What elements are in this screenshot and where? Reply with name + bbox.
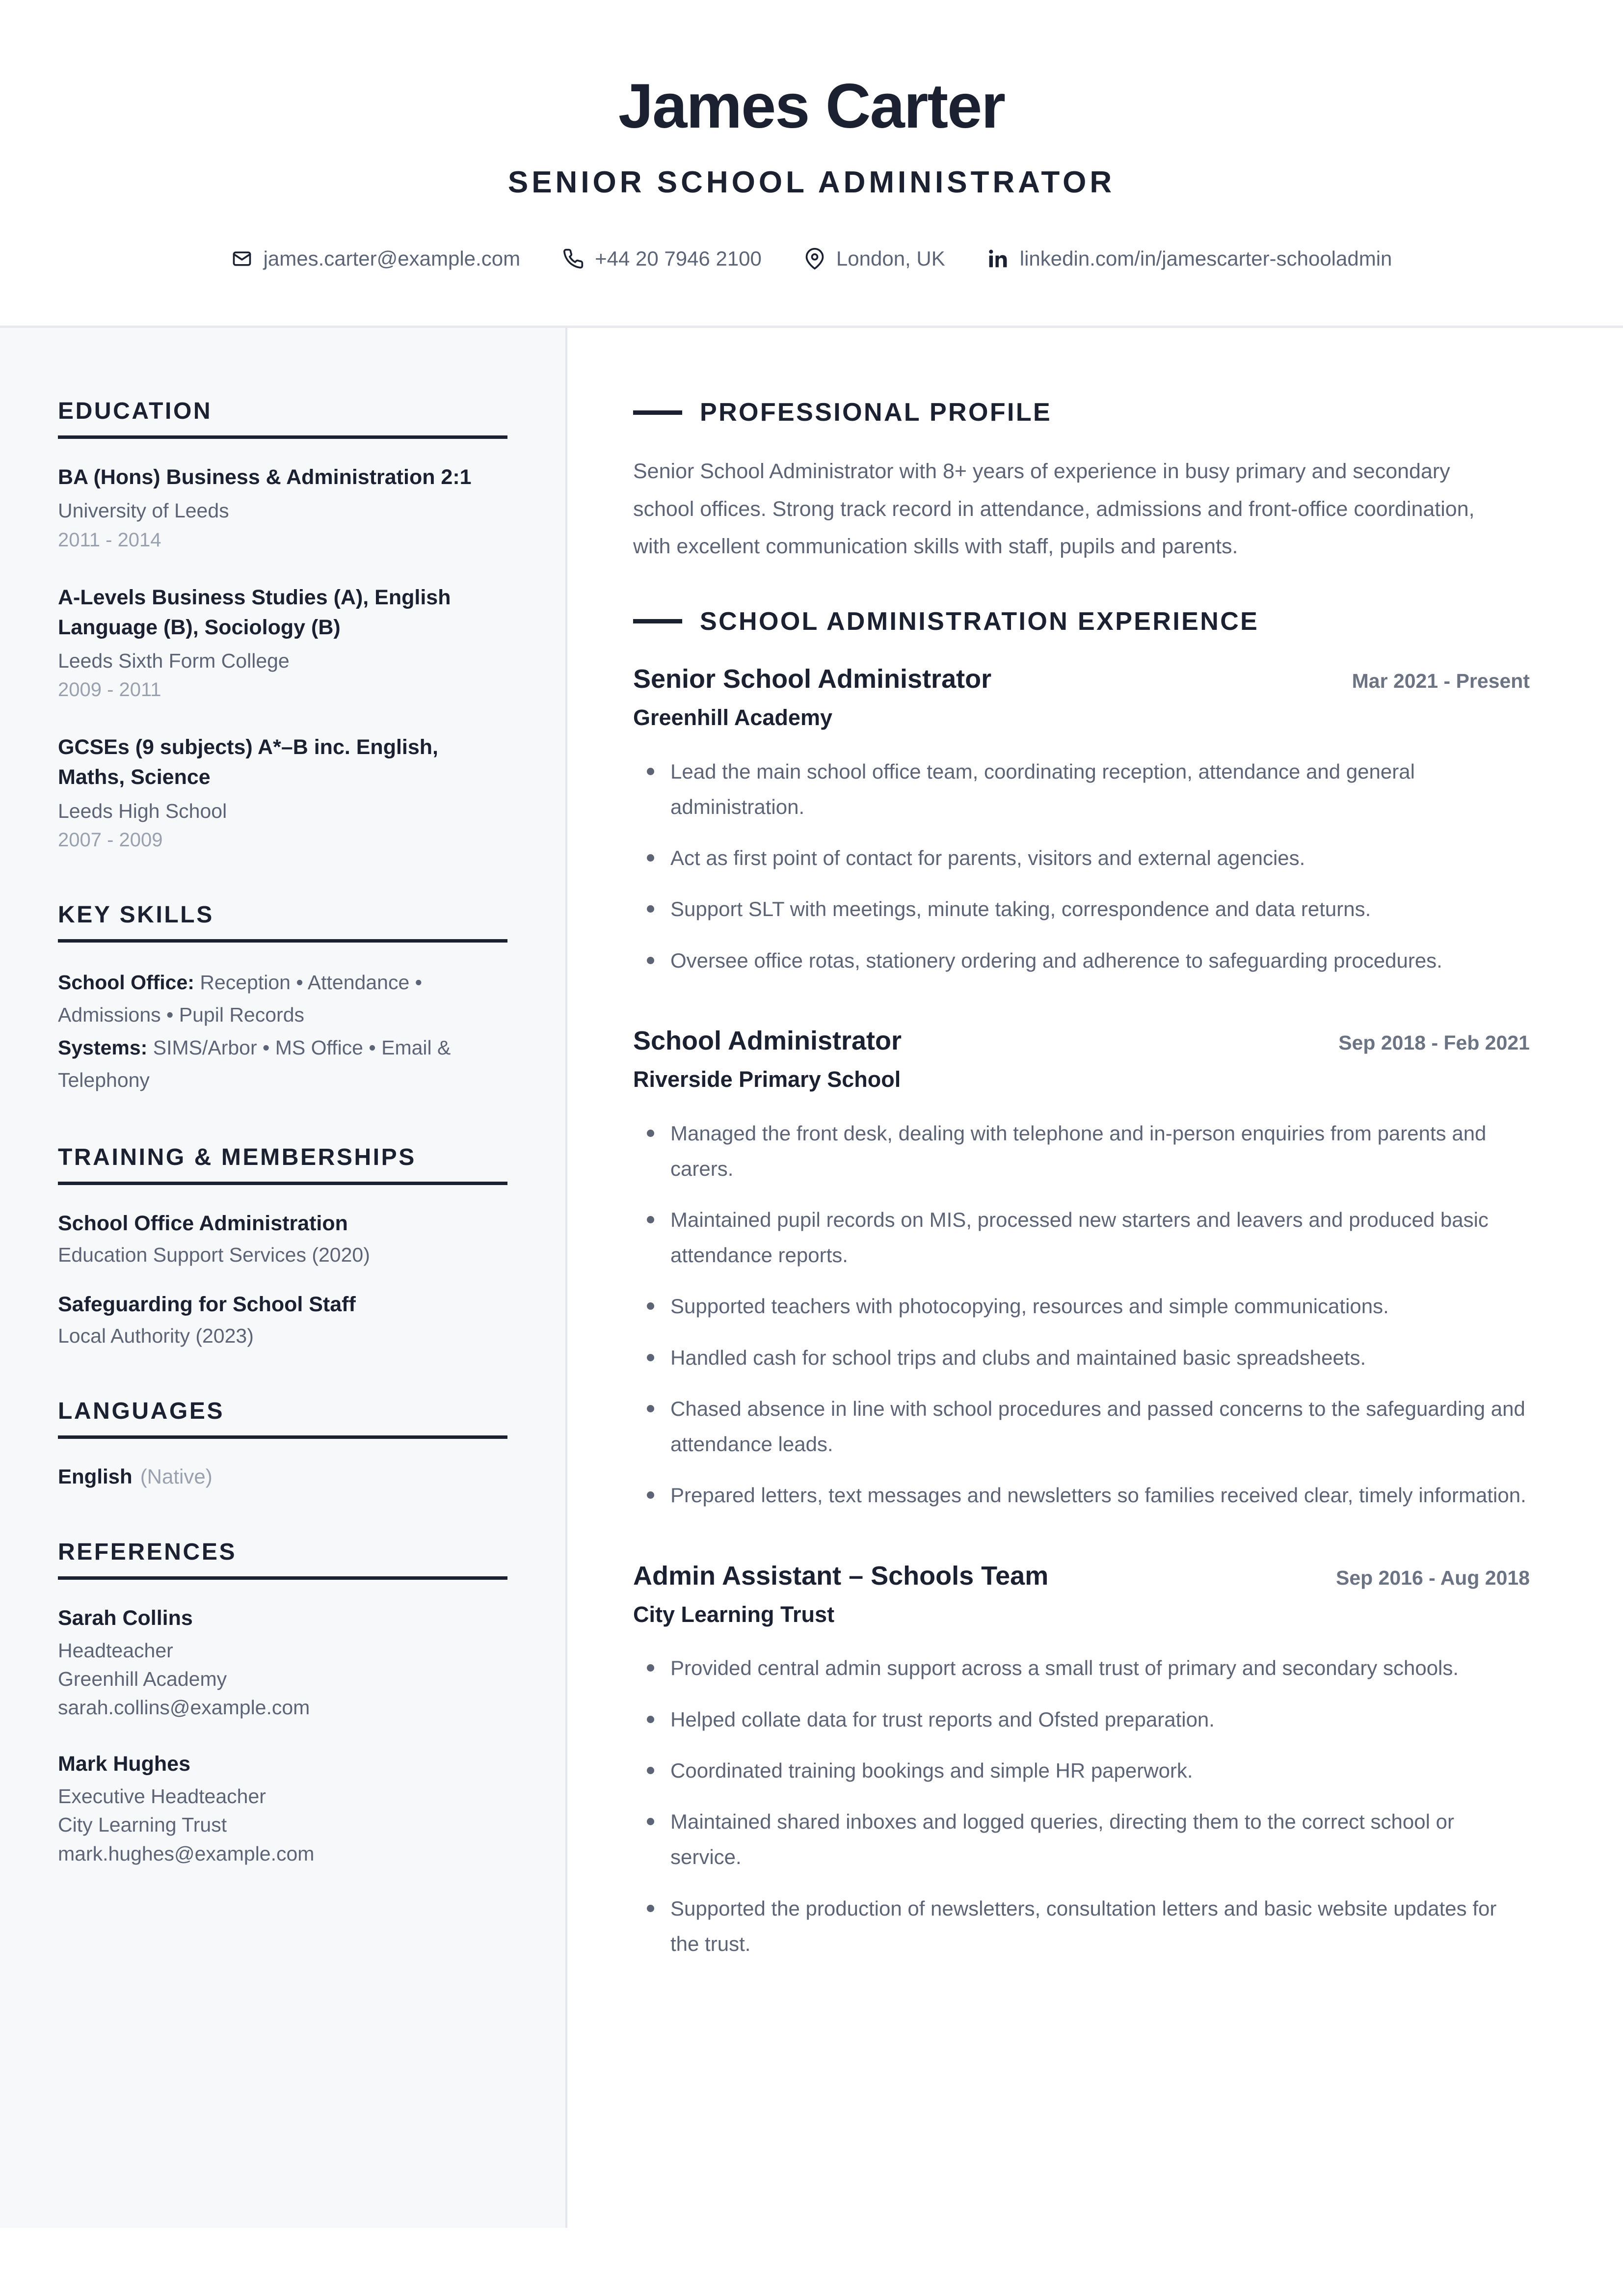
section-profile-title: PROFESSIONAL PROFILE	[700, 398, 1052, 427]
section-professional-profile	[633, 398, 1530, 566]
skills-block	[58, 966, 507, 1097]
experience-company: City Learning Trust	[633, 1601, 835, 1627]
experience-header	[633, 662, 1530, 696]
experience-bullet: Coordinated training bookings and simple HR paperwork.	[633, 1753, 1530, 1788]
experience-bullet: Lead the main school office team, coordinating reception, attendance and general administration.	[633, 754, 1530, 825]
section-heading	[633, 398, 1530, 427]
skills-group-value: SIMS/Arbor • MS Office • Email & Telephony	[58, 1036, 451, 1092]
skills-group-value: Reception • Attendance • Admissions • Pupil Records	[58, 971, 422, 1026]
training-name: Safeguarding for School Staff	[58, 1293, 356, 1317]
reference-name: Sarah Collins	[58, 1606, 193, 1630]
heading-dash-icon	[633, 619, 682, 623]
language-level: (Native)	[140, 1464, 213, 1488]
section-heading	[633, 607, 1530, 636]
experience-bullets	[633, 754, 1530, 978]
experience-bullet: Chased absence in line with school procedures and passed concerns to the safeguarding and attendance leads.	[633, 1391, 1530, 1462]
section-training	[58, 1144, 507, 1351]
reference-email[interactable]: mark.hughes@example.com	[58, 1842, 315, 1865]
language-name: English	[58, 1464, 133, 1488]
experience-title: School Administrator	[633, 1026, 902, 1055]
section-training-title: TRAINING & MEMBERSHIPS	[58, 1144, 416, 1170]
training-org: Education Support Services (2020)	[58, 1243, 370, 1266]
experience-bullet: Supported teachers with photocopying, resources and simple communications.	[633, 1289, 1530, 1324]
experience-bullet: Prepared letters, text messages and newsletters so families received clear, timely information.	[633, 1478, 1530, 1513]
contact-phone[interactable]	[562, 247, 762, 270]
section-experience	[633, 607, 1530, 1962]
contact-linkedin[interactable]	[987, 247, 1392, 270]
experience-title: Senior School Administrator	[633, 664, 992, 694]
experience-bullet: Maintained pupil records on MIS, processed new starters and leavers and produced basic attendance reports.	[633, 1202, 1530, 1273]
language-item	[58, 1462, 507, 1491]
contact-email-text: james.carter@example.com	[263, 247, 521, 270]
section-key-skills	[58, 901, 507, 1097]
experience-bullets	[633, 1116, 1530, 1513]
section-divider	[58, 1576, 507, 1580]
map-pin-icon	[804, 248, 825, 270]
reference-role: Executive Headteacher	[58, 1785, 266, 1808]
sidebar	[0, 328, 567, 2228]
education-degree: BA (Hons) Business & Administration 2:1	[58, 465, 472, 489]
education-degree: GCSEs (9 subjects) A*–B inc. English, Maths, Science	[58, 735, 438, 789]
experience-item	[633, 1559, 1530, 1962]
experience-bullet: Supported the production of newsletters, consultation letters and basic website updates for the trust.	[633, 1891, 1530, 1962]
experience-company: Riverside Primary School	[633, 1067, 901, 1092]
resume-body	[0, 328, 1623, 2228]
experience-header	[633, 1559, 1530, 1593]
experience-dates: Sep 2018 - Feb 2021	[1338, 1031, 1530, 1054]
experience-header	[633, 1024, 1530, 1058]
experience-dates: Sep 2016 - Aug 2018	[1335, 1566, 1530, 1589]
training-item	[58, 1209, 507, 1270]
education-item	[58, 732, 507, 854]
experience-bullet: Act as first point of contact for parents, visitors and external agencies.	[633, 840, 1530, 876]
education-item	[58, 583, 507, 704]
training-item	[58, 1290, 507, 1351]
contact-linkedin-text: linkedin.com/in/jamescarter-schooladmin	[1019, 247, 1392, 270]
education-school: Leeds High School	[58, 799, 227, 822]
main-column	[567, 328, 1623, 2228]
experience-bullet: Handled cash for school trips and clubs and maintained basic spreadsheets.	[633, 1340, 1530, 1376]
training-name: School Office Administration	[58, 1211, 348, 1235]
section-languages	[58, 1398, 507, 1491]
experience-bullet: Provided central admin support across a small trust of primary and secondary schools.	[633, 1650, 1530, 1686]
reference-name: Mark Hughes	[58, 1752, 191, 1776]
experience-bullet: Maintained shared inboxes and logged queries, directing them to the correct school or service.	[633, 1804, 1530, 1875]
contact-phone-text: +44 20 7946 2100	[595, 247, 762, 270]
experience-item	[633, 662, 1530, 978]
heading-dash-icon	[633, 410, 682, 415]
profile-text: Senior School Administrator with 8+ years of experience in busy primary and secondary school offices. Strong track record in attendance, admissions and front-office coordination, with excellent communication skills with staff, pupils and parents.	[633, 459, 1475, 559]
experience-bullets	[633, 1650, 1530, 1962]
education-years: 2009 - 2011	[58, 679, 161, 701]
reference-item	[58, 1749, 507, 1868]
reference-role: Headteacher	[58, 1639, 173, 1662]
linkedin-icon	[987, 248, 1009, 270]
section-divider	[58, 435, 507, 439]
experience-bullet: Support SLT with meetings, minute taking, correspondence and data returns.	[633, 891, 1530, 927]
phone-icon	[562, 248, 584, 270]
experience-dates: Mar 2021 - Present	[1352, 669, 1530, 692]
resume-header	[0, 0, 1623, 328]
section-references-title: REFERENCES	[58, 1539, 237, 1565]
skills-group-label: School Office:	[58, 971, 194, 994]
envelope-icon	[231, 248, 253, 270]
section-key-skills-title: KEY SKILLS	[58, 901, 214, 928]
reference-org: City Learning Trust	[58, 1813, 227, 1837]
contact-row	[0, 247, 1623, 270]
education-school: University of Leeds	[58, 499, 229, 522]
section-languages-title: LANGUAGES	[58, 1398, 225, 1424]
section-divider	[58, 1182, 507, 1185]
experience-bullet: Managed the front desk, dealing with telephone and in-person enquiries from parents and carers.	[633, 1116, 1530, 1187]
contact-email[interactable]	[231, 247, 520, 270]
contact-location-text: London, UK	[836, 247, 945, 270]
experience-bullet: Oversee office rotas, stationery ordering and adherence to safeguarding procedures.	[633, 943, 1530, 978]
contact-location	[804, 247, 945, 270]
experience-item	[633, 1024, 1530, 1513]
education-school: Leeds Sixth Form College	[58, 649, 290, 672]
section-education-title: EDUCATION	[58, 398, 213, 425]
candidate-name: James Carter	[618, 71, 1005, 141]
section-experience-title: SCHOOL ADMINISTRATION EXPERIENCE	[700, 607, 1259, 636]
education-years: 2007 - 2009	[58, 829, 163, 851]
education-degree: A-Levels Business Studies (A), English Language (B), Sociology (B)	[58, 585, 451, 639]
section-divider	[58, 1435, 507, 1439]
section-references	[58, 1539, 507, 1868]
reference-org: Greenhill Academy	[58, 1667, 227, 1690]
candidate-role: SENIOR SCHOOL ADMINISTRATOR	[507, 165, 1116, 200]
reference-email[interactable]: sarah.collins@example.com	[58, 1696, 310, 1719]
experience-title: Admin Assistant – Schools Team	[633, 1561, 1049, 1591]
experience-company: Greenhill Academy	[633, 705, 832, 730]
training-org: Local Authority (2023)	[58, 1324, 254, 1348]
education-years: 2011 - 2014	[58, 529, 161, 551]
education-item	[58, 462, 507, 554]
section-divider	[58, 939, 507, 943]
section-education	[58, 398, 507, 854]
reference-item	[58, 1603, 507, 1722]
skills-group-label: Systems:	[58, 1036, 148, 1059]
experience-bullet: Helped collate data for trust reports and Ofsted preparation.	[633, 1702, 1530, 1737]
